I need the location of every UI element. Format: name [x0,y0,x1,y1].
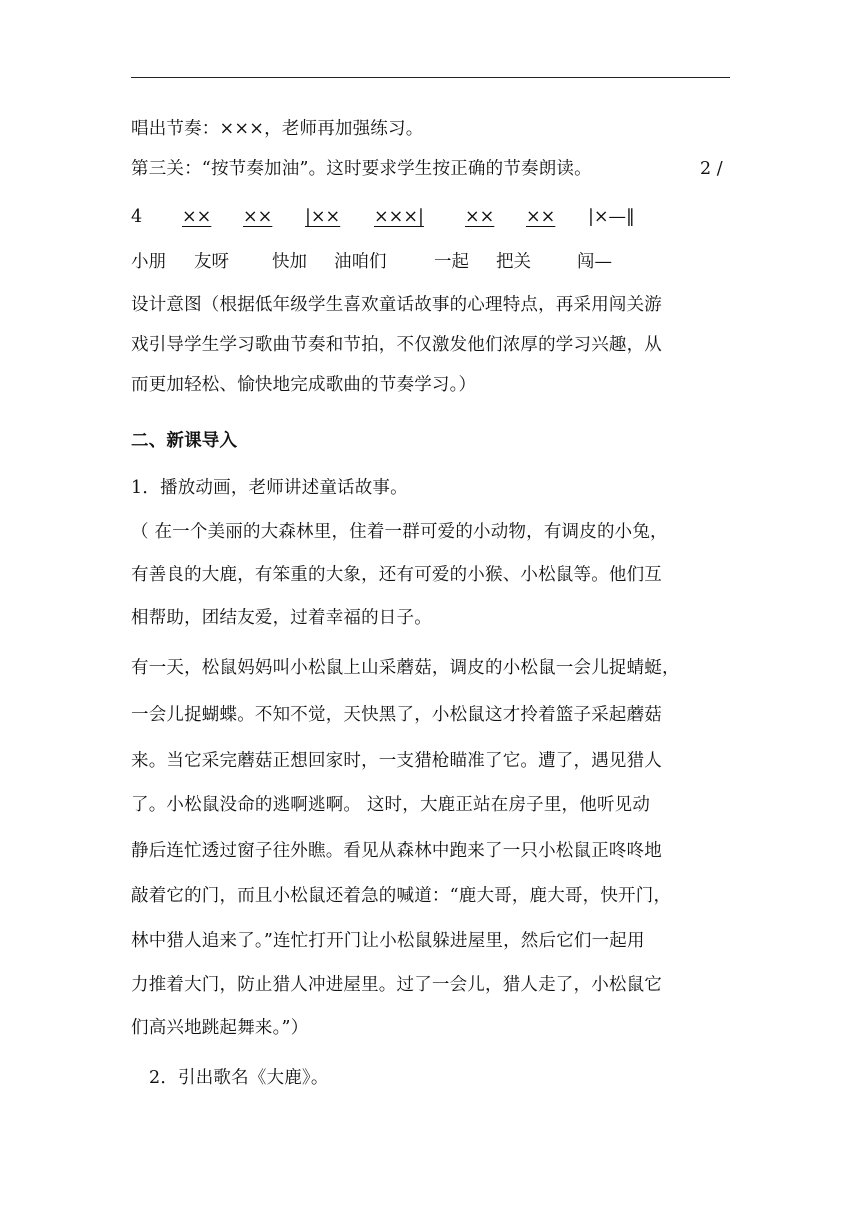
section-heading: 二、新课导入 [131,431,238,451]
text-line: 第三关：“按节奏加油”。这时要求学生按正确的节奏朗读。 [131,159,592,179]
lyric: 一起 [434,252,469,272]
text-line: 们高兴地跳起舞来。”） [131,1018,309,1038]
header-rule [131,77,730,78]
text-line: 2．引出歌名《大鹿》。 [149,1068,329,1088]
text-line: 有善良的大鹿，有笨重的大象，还有可爱的小猴、小松鼠等。他们互 [131,565,662,585]
lyric: 友呀 [194,252,229,272]
meter-bottom: 4 [131,207,143,227]
text-line: 来。当它采完蘑菇正想回家时，一支猎枪瞄准了它。遭了，遇见猎人 [131,751,662,771]
text-line: 1．播放动画，老师讲述童话故事。 [131,478,408,498]
rhythm-group: ×× [465,207,495,227]
text-line: 一会儿捉蝴蝶。不知不觉，天快黑了，小松鼠这才拎着篮子采起蘑菇 [131,705,662,725]
text-line: 唱出节奏：×××，老师再加强练习。 [131,119,424,139]
text-line: 林中猎人追来了。”连忙打开门让小松鼠躲进屋里，然后它们一起用 [131,931,645,951]
text-line: 而更加轻松、愉快地完成歌曲的节奏学习。） [131,375,477,395]
meter-top: 2 / [700,159,723,179]
rhythm-group: ×× [243,207,273,227]
lyric: 快加 [272,252,307,272]
lyric: 小朋 [131,252,166,272]
text-line: 设计意图（根据低年级学生喜欢童话故事的心理特点，再采用闯关游 [131,295,662,315]
rhythm-group: ×× [526,207,556,227]
text-line: 静后连忙透过窗子往外瞧。看见从森林中跑来了一只小松鼠正咚咚地 [131,841,662,861]
rhythm-group: ×××| [374,207,424,227]
text-line: 相帮助，团结友爱，过着幸福的日子。 [131,608,432,628]
rhythm-group: |×× [305,207,341,227]
text-line: 力推着大门，防止猎人冲进屋里。过了一会儿，猎人走了，小松鼠它 [131,975,662,995]
lyric: 油咱们 [334,252,387,272]
text-line: 了。小松鼠没命的逃啊逃啊。 这时，大鹿正站在房子里，他听见动 [131,795,651,815]
rhythm-group: |×—‖ [588,207,635,227]
text-line: 有一天，松鼠妈妈叫小松鼠上山采蘑菇，调皮的小松鼠一会儿捉蜻蜓， [131,658,680,678]
text-line: （ 在一个美丽的大森林里，住着一群可爱的小动物，有调皮的小兔， [131,522,668,542]
rhythm-group: ×× [182,207,212,227]
lyric: 闯— [577,252,612,272]
text-line: 敲着它的门，而且小松鼠还着急的喊道：“鹿大哥，鹿大哥，快开门， [131,886,672,906]
text-line: 戏引导学生学习歌曲节奏和节拍，不仅激发他们浓厚的学习兴趣，从 [131,335,662,355]
lyric: 把关 [496,252,531,272]
